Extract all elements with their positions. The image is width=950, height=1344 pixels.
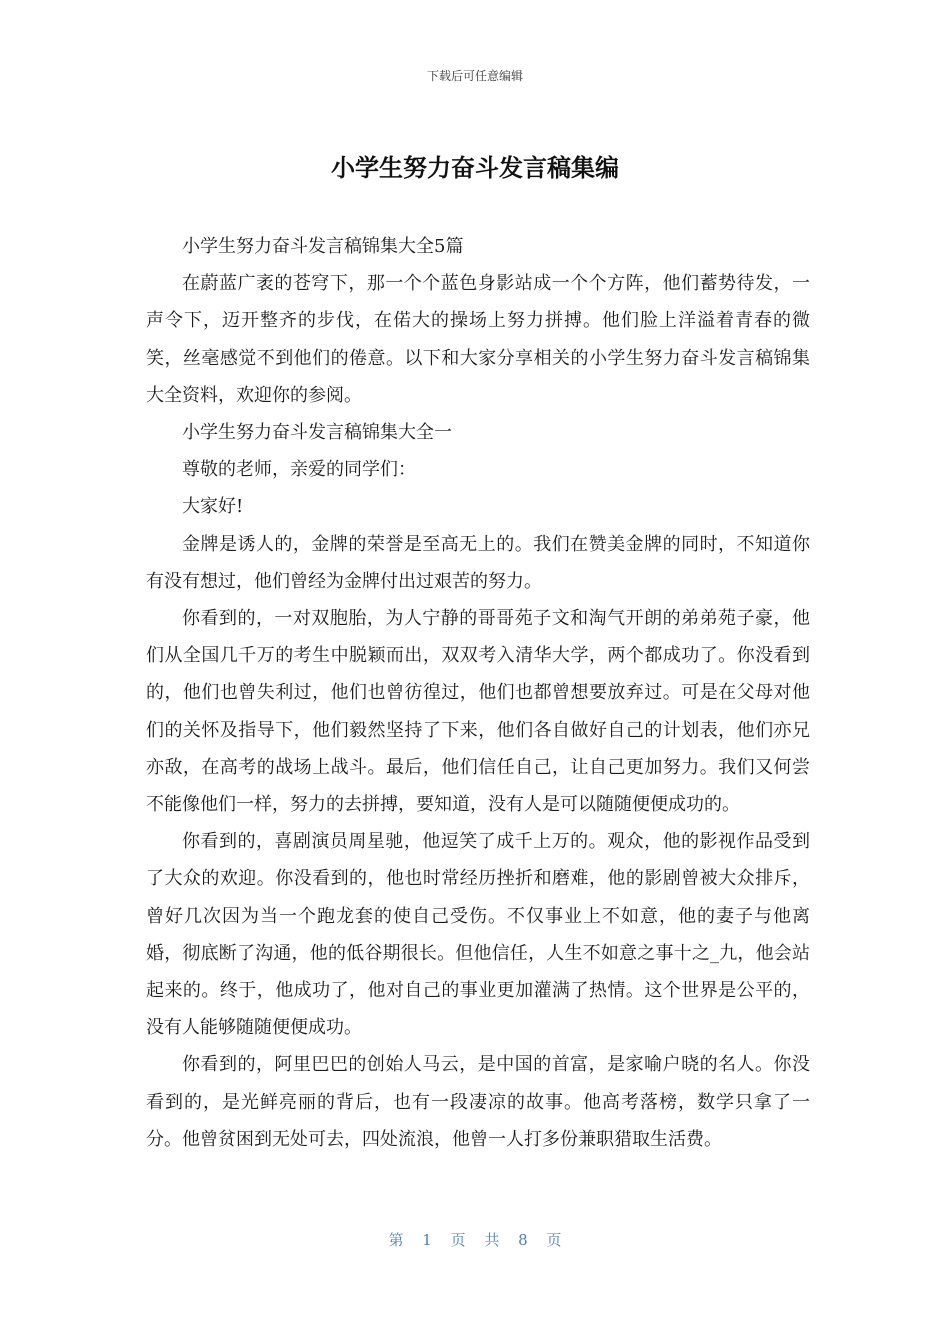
body-paragraph: 金牌是诱人的，金牌的荣誉是至高无上的。我们在赞美金牌的同时，不知道你有没有想过，他们曾经为金牌付出过艰苦的努力。 [146, 533, 810, 592]
body-paragraph: 大家好! [182, 496, 244, 518]
body-paragraph: 你看到的，喜剧演员周星驰，他逗笑了成千上万的。观众，他的影视作品受到了大众的欢迎。你没看到的，他也时常经历挫折和磨难，他的影剧曾被大众排斥，曾好几次因为当一个跑龙套的使自己受伤。不仅事业上不如意，他的妻子与他离婚，彻底断了沟通，他的低谷期很长。但他信任，人生不如意之事十之_九，他会站起来的。终于，他成功了，他对自己的事业更加灌满了热情。这个世界是公平的，没有人能够随随便便成功。 [146, 831, 810, 1039]
body-paragraph: 小学生努力奋斗发言稿锦集大全一 [182, 422, 452, 444]
body-paragraph: 你看到的，阿里巴巴的创始人马云，是中国的首富，是家喻户晓的名人。你没看到的，是光鲜亮丽的背后，也有一段凄凉的故事。他高考落榜，数学只拿了一分。他曾贫困到无处可去，四处流浪，他曾一人打多份兼职猎取生活费。 [146, 1054, 810, 1150]
document-title: 小学生努力奋斗发言稿集编 [331, 154, 619, 182]
body-paragraph: 在蔚蓝广袤的苍穹下，那一个个蓝色身影站成一个个方阵，他们蓄势待发，一声令下，迈开整齐的步伐，在偌大的操场上努力拼搏。他们脸上洋溢着青春的微笑，丝毫感觉不到他们的倦意。以下和大家分享相关的小学生努力奋斗发言稿锦集大全资料，欢迎你的参阅。 [146, 273, 810, 406]
page-number-footer: 第 1 页 共 8 页 [388, 1231, 562, 1249]
document-body [146, 228, 810, 1158]
body-paragraph: 你看到的，一对双胞胎，为人宁静的哥哥苑子文和淘气开朗的弟弟苑子豪，他们从全国几千万的考生中脱颖而出，双双考入清华大学，两个都成功了。你没看到的，他们也曾失利过，他们也曾彷徨过，他们也都曾想要放弃过。可是在父母对他们的关怀及指导下，他们毅然坚持了下来，他们各自做好自己的计划表，他们亦兄亦敌，在高考的战场上战斗。最后，他们信任自己，让自己更加努力。我们又何尝不能像他们一样，努力的去拼搏，要知道，没有人是可以随随便便成功的。 [146, 608, 810, 816]
body-paragraph: 小学生努力奋斗发言稿锦集大全5篇 [182, 236, 464, 257]
body-paragraph: 尊敬的老师，亲爱的同学们： [182, 459, 416, 481]
page-header-note: 下载后可任意编辑 [426, 69, 523, 83]
